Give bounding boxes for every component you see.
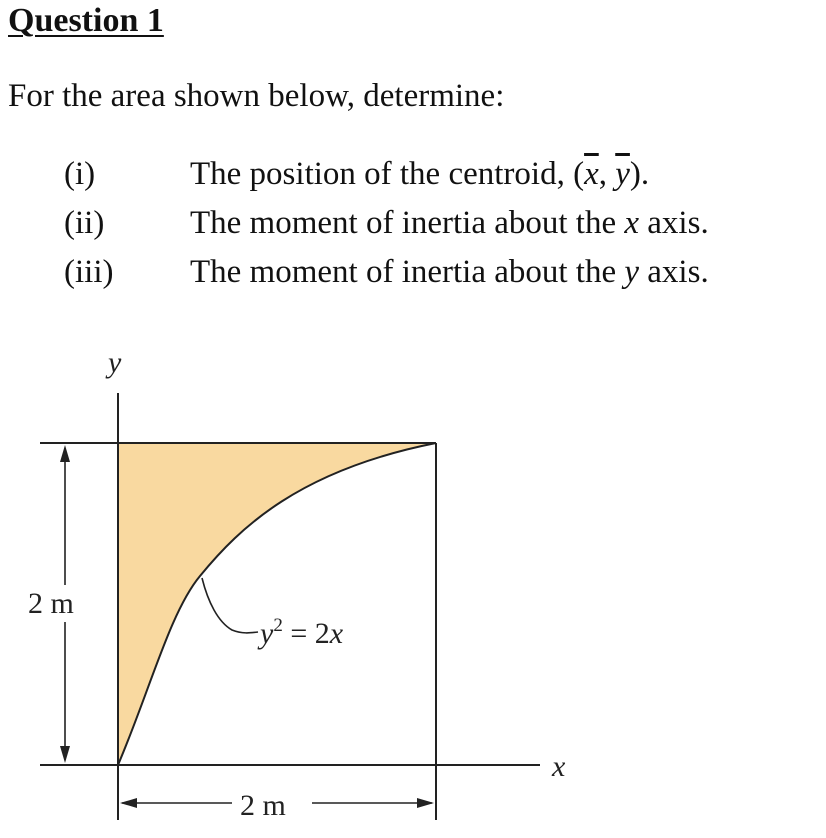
task-number: (i) (64, 156, 96, 192)
equation-rhs: = 2 (282, 617, 330, 650)
height-dimension-label: 2 m (28, 587, 74, 620)
comma: , (598, 156, 616, 192)
arrowhead-left (120, 798, 137, 808)
y-axis-label: y (108, 346, 122, 379)
question-intro: For the area shown below, determine: (8, 78, 505, 114)
task-text-end: axis. (639, 205, 709, 241)
task-text-start: The moment of inertia about the (190, 205, 625, 241)
task-number: (iii) (64, 254, 114, 290)
axis-symbol: x (624, 205, 640, 241)
shaded-area (118, 443, 436, 765)
curve-equation-label (257, 615, 344, 650)
y-bar-symbol: $\overline{y}$ (615, 156, 630, 192)
equation-lhs-var: y (260, 617, 274, 650)
arrowhead-up (60, 445, 70, 462)
task-text-end: axis. (639, 254, 709, 290)
equation-rhs-var: x (329, 617, 344, 650)
arrowhead-down (60, 746, 70, 763)
task-number: (ii) (64, 205, 105, 241)
question-heading: Question 1 (8, 2, 164, 39)
x-axis-label: x (552, 750, 566, 783)
arrowhead-right (417, 798, 434, 808)
x-bar-symbol: $\overline{x}$ (584, 156, 599, 192)
task-text-start: The moment of inertia about the (190, 254, 625, 290)
task-text-start: The position of the centroid, ( (190, 156, 585, 192)
leader-line (202, 578, 258, 633)
equation-exponent: 2 (273, 615, 283, 636)
axis-symbol: y (624, 254, 640, 290)
task-text-end: ). (629, 156, 650, 192)
width-dimension-label: 2 m (240, 789, 286, 822)
